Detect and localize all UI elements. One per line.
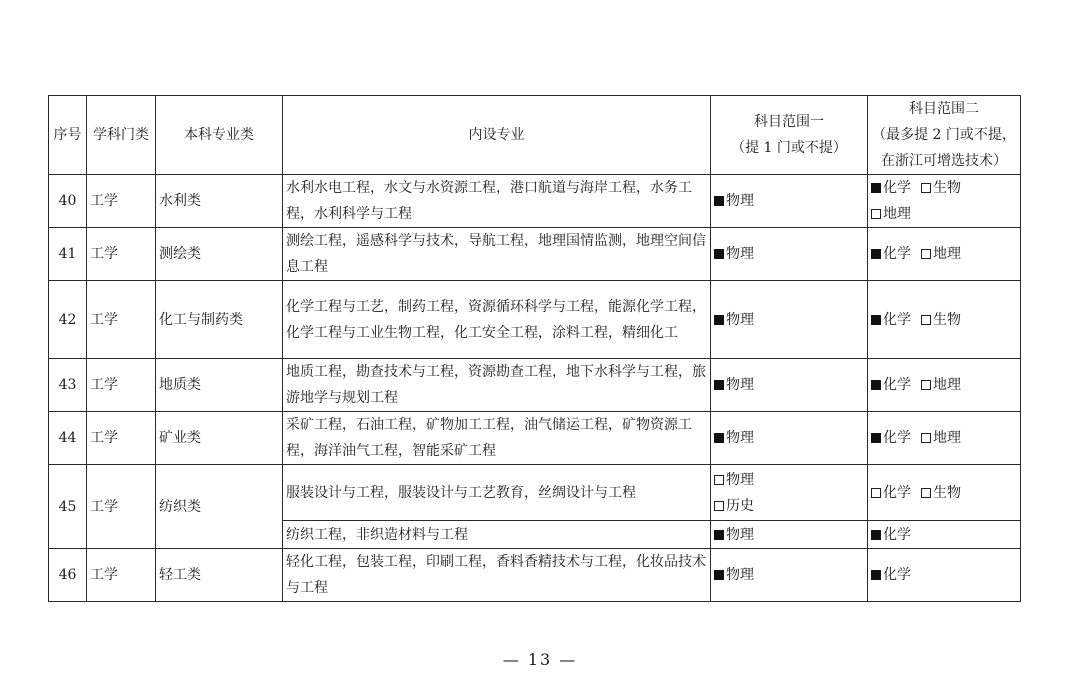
majors-cell: 采矿工程，石油工程，矿物加工工程，油气储运工程，矿物资源工程，海洋油气工程，智能采矿工程 [283,412,711,465]
range1-cell [711,412,868,465]
range2-line [871,480,1017,506]
subject-option [921,430,961,446]
range1-cell [711,175,868,228]
subject-option [871,377,911,393]
range2-cell [868,175,1021,228]
range1-line [714,241,864,267]
discipline-cell: 工学 [87,549,156,602]
subject-option [871,180,911,196]
discipline-cell: 工学 [87,465,156,549]
table-row [49,412,1021,465]
empty-square-icon [921,249,931,259]
subject-name: 物理 [726,567,754,583]
range1-cell [711,465,868,521]
subject-name: 地理 [883,206,911,222]
header-range2-line: 科目范围二 [909,101,979,117]
subject-name: 化学 [883,180,911,196]
major-class-cell: 矿业类 [156,412,283,465]
table-row [49,175,1021,228]
majors-cell: 测绘工程，遥感科学与技术，导航工程，地理国情监测，地理空间信息工程 [283,228,711,281]
table-row [49,549,1021,602]
range2-line [871,522,1017,548]
range2-line [871,201,1017,227]
subject-name: 生物 [933,484,961,501]
range1-cell [711,359,868,412]
empty-square-icon [871,488,881,498]
subject-name: 生物 [933,180,961,196]
empty-square-icon [921,433,931,443]
discipline-cell: 工学 [87,281,156,359]
empty-square-icon [714,501,724,511]
filled-square-icon [871,183,881,193]
range2-line [871,562,1017,588]
subject-option [921,485,961,501]
header-range2 [868,96,1021,175]
filled-square-icon [871,315,881,325]
filled-square-icon [714,433,724,443]
range1-line [714,307,864,333]
subject-option [714,567,754,583]
table-row [49,228,1021,281]
range2-line [871,241,1017,267]
table-row [49,465,1021,521]
subject-option [714,246,754,262]
header-range1 [711,96,868,175]
filled-square-icon [871,249,881,259]
subject-option [871,246,911,262]
row-number: 43 [49,359,87,412]
range1-line [714,425,864,451]
subject-name: 化学 [883,526,911,543]
row-number: 41 [49,228,87,281]
subject-name: 化学 [883,311,911,328]
subject-requirements-table [48,95,1021,602]
major-class-cell: 测绘类 [156,228,283,281]
majors-cell: 化学工程与工艺，制药工程，资源循环科学与工程，能源化学工程，化学工程与工业生物工程，化工安全工程，涂料工程，精细化工 [283,281,711,359]
range1-cell [711,549,868,602]
row-number: 44 [49,412,87,465]
row-number: 40 [49,175,87,228]
majors-cell: 水利水电工程，水文与水资源工程，港口航道与海岸工程，水务工程，水利科学与工程 [283,175,711,228]
range1-cell [711,521,868,549]
subject-option [921,180,961,196]
header-no: 序号 [49,96,87,175]
filled-square-icon [871,380,881,390]
subject-name: 化学 [883,430,911,446]
range2-line [871,425,1017,451]
empty-square-icon [921,183,931,193]
subject-name: 历史 [726,497,754,514]
discipline-cell: 工学 [87,228,156,281]
filled-square-icon [714,570,724,580]
range1-cell [711,281,868,359]
header-majors: 内设专业 [283,96,711,175]
subject-option [714,472,754,488]
major-class-cell: 水利类 [156,175,283,228]
row-number: 46 [49,549,87,602]
subject-name: 化学 [883,567,911,583]
subject-name: 物理 [726,311,754,328]
subject-option [871,527,911,543]
subject-name: 地理 [933,430,961,446]
empty-square-icon [714,475,724,485]
header-range1-line: （提 1 门或不提） [731,140,847,156]
subject-name: 生物 [933,311,961,328]
header-range2-line: （最多提 2 门或不提， [872,127,1016,143]
subject-name: 地理 [933,377,961,393]
page-number: — 13 — [502,650,578,669]
range1-line [714,562,864,588]
subject-option [871,312,911,328]
filled-square-icon [714,380,724,390]
subject-option [714,377,754,393]
range2-line [871,307,1017,333]
major-class-cell: 化工与制药类 [156,281,283,359]
empty-square-icon [871,209,881,219]
range2-line [871,372,1017,398]
majors-cell: 服装设计与工程，服装设计与工艺教育，丝绸设计与工程 [283,465,711,521]
empty-square-icon [921,380,931,390]
range2-cell [868,228,1021,281]
table-header-row [49,96,1021,175]
subject-name: 化学 [883,246,911,262]
subject-option [714,498,754,514]
range2-line [871,175,1017,201]
subject-option [871,567,911,583]
range2-cell [868,521,1021,549]
range2-cell [868,359,1021,412]
subject-name: 物理 [726,471,754,488]
filled-square-icon [871,530,881,540]
range2-cell [868,412,1021,465]
header-major-class: 本科专业类 [156,96,283,175]
empty-square-icon [921,315,931,325]
major-class-cell: 轻工类 [156,549,283,602]
subject-name: 化学 [883,484,911,501]
major-class-cell: 纺织类 [156,465,283,549]
header-range1-line: 科目范围一 [754,114,824,130]
filled-square-icon [871,433,881,443]
row-number: 45 [49,465,87,549]
discipline-cell: 工学 [87,175,156,228]
filled-square-icon [714,249,724,259]
subject-option [714,193,754,209]
discipline-cell: 工学 [87,412,156,465]
subject-option [921,377,961,393]
range1-line [714,372,864,398]
range1-line [714,522,864,548]
subject-option [714,312,754,328]
majors-cell: 纺织工程，非织造材料与工程 [283,521,711,549]
major-class-cell: 地质类 [156,359,283,412]
discipline-cell: 工学 [87,359,156,412]
empty-square-icon [921,488,931,498]
filled-square-icon [714,530,724,540]
header-discipline: 学科门类 [87,96,156,175]
subject-option [871,485,911,501]
subject-option [921,312,961,328]
table-row [49,359,1021,412]
subject-name: 物理 [726,430,754,446]
subject-name: 物理 [726,246,754,262]
range1-line [714,493,864,519]
subject-option [871,206,911,222]
header-range2-line: 在浙江可增选技术） [881,153,1007,169]
range1-line [714,467,864,493]
subject-name: 物理 [726,526,754,543]
range1-line [714,188,864,214]
subject-option [714,430,754,446]
majors-cell: 地质工程，勘查技术与工程，资源勘查工程，地下水科学与工程，旅游地学与规划工程 [283,359,711,412]
subject-name: 地理 [933,246,961,262]
subject-name: 物理 [726,377,754,393]
subject-option [871,430,911,446]
range1-cell [711,228,868,281]
range2-cell [868,549,1021,602]
range2-cell [868,281,1021,359]
filled-square-icon [714,315,724,325]
table-row [49,281,1021,359]
filled-square-icon [714,196,724,206]
subject-name: 物理 [726,193,754,209]
majors-cell: 轻化工程，包装工程，印刷工程，香料香精技术与工程，化妆品技术与工程 [283,549,711,602]
subject-option [921,246,961,262]
row-number: 42 [49,281,87,359]
subject-option [714,527,754,543]
filled-square-icon [871,570,881,580]
range2-cell [868,465,1021,521]
subject-name: 化学 [883,377,911,393]
